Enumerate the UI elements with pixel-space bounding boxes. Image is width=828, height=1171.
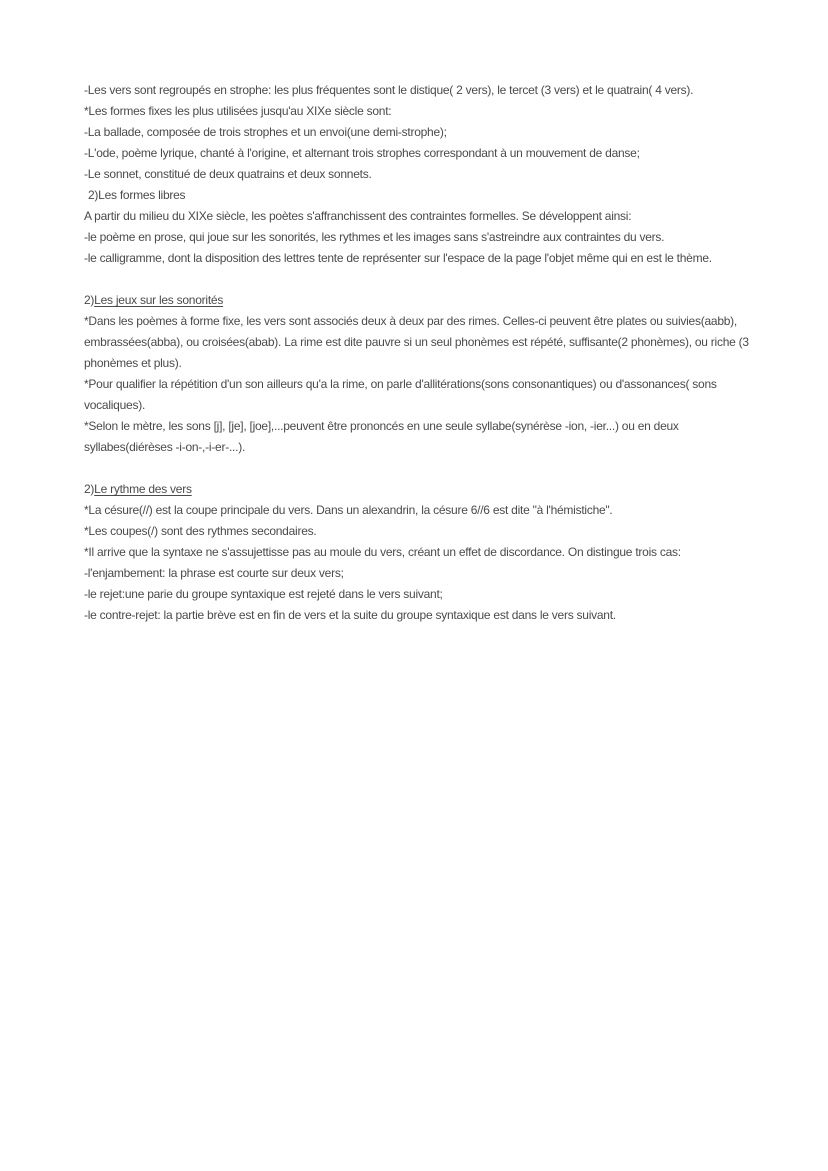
heading-title: Les jeux sur les sonorités: [94, 293, 224, 307]
text-line: -La ballade, composée de trois strophes et un envoi(une demi-strophe);: [84, 125, 447, 139]
paragraph: *Dans les poèmes à forme fixe, les vers sont associés deux à deux par des rimes. Celles-ci peuvent être plates ou suivies(aabb), embrassées(abba), ou croisées(abab). La rime est dite pauvre si un seul phonèmes est répété, suffisante(2 phonèmes), ou riche (3 phonèmes et plus).: [84, 314, 749, 370]
text-line: -Les vers sont regroupés en strophe: les plus fréquentes sont le distique( 2 vers), le tercet (3 vers) et le quatrain( 4 vers).: [84, 83, 694, 97]
text-line: *Les formes fixes les plus utilisées jusqu'au XIXe siècle sont:: [84, 104, 392, 118]
text-line: -L'ode, poème lyrique, chanté à l'origine, et alternant trois strophes correspondant à un mouvement de danse;: [84, 146, 640, 160]
text-line: -le calligramme, dont la disposition des lettres tente de représenter sur l'espace de la page l'objet même qui en est le thème.: [84, 251, 712, 265]
section-heading-formes-libres: 2)Les formes libres: [88, 188, 186, 202]
text-line: A partir du milieu du XIXe siècle, les poètes s'affranchissent des contraintes formelles. Se développent ainsi:: [84, 209, 632, 223]
text-line: *Les coupes(/) sont des rythmes secondaires.: [84, 524, 317, 538]
spacer: [84, 458, 764, 479]
text-line: *Il arrive que la syntaxe ne s'assujettisse pas au moule du vers, créant un effet de discordance. On distingue trois cas:: [84, 545, 681, 559]
section-heading-rythme: [84, 479, 764, 500]
heading-number: 2): [84, 482, 95, 496]
heading-title: Le rythme des vers: [94, 482, 192, 496]
paragraph: *Selon le mètre, les sons [j], [je], [joe],...peuvent être prononcés en une seule syllabe(synérèse -ion, -ier...) ou en deux syllabes(diérèses -i-on-,-i-er-...).: [84, 419, 679, 454]
text-line: -Le sonnet, constitué de deux quatrains et deux sonnets.: [84, 167, 372, 181]
heading-number: 2): [84, 293, 95, 307]
text-line: *La césure(//) est la coupe principale du vers. Dans un alexandrin, la césure 6//6 est dite "à l'hémistiche".: [84, 503, 613, 517]
notes-body: [84, 80, 764, 626]
text-line: -le poème en prose, qui joue sur les sonorités, les rythmes et les images sans s'astreindre aux contraintes du vers.: [84, 230, 665, 244]
spacer: [84, 269, 764, 290]
text-line: -le rejet:une parie du groupe syntaxique est rejeté dans le vers suivant;: [84, 587, 443, 601]
text-line: -le contre-rejet: la partie brève est en fin de vers et la suite du groupe syntaxique est dans le vers suivant.: [84, 608, 616, 622]
text-line: -l'enjambement: la phrase est courte sur deux vers;: [84, 566, 344, 580]
paragraph: *Pour qualifier la répétition d'un son ailleurs qu'a la rime, on parle d'allitérations(sons consonantiques) ou d'assonances( sons vocaliques).: [84, 377, 717, 412]
section-heading-sonorites: [84, 290, 764, 311]
